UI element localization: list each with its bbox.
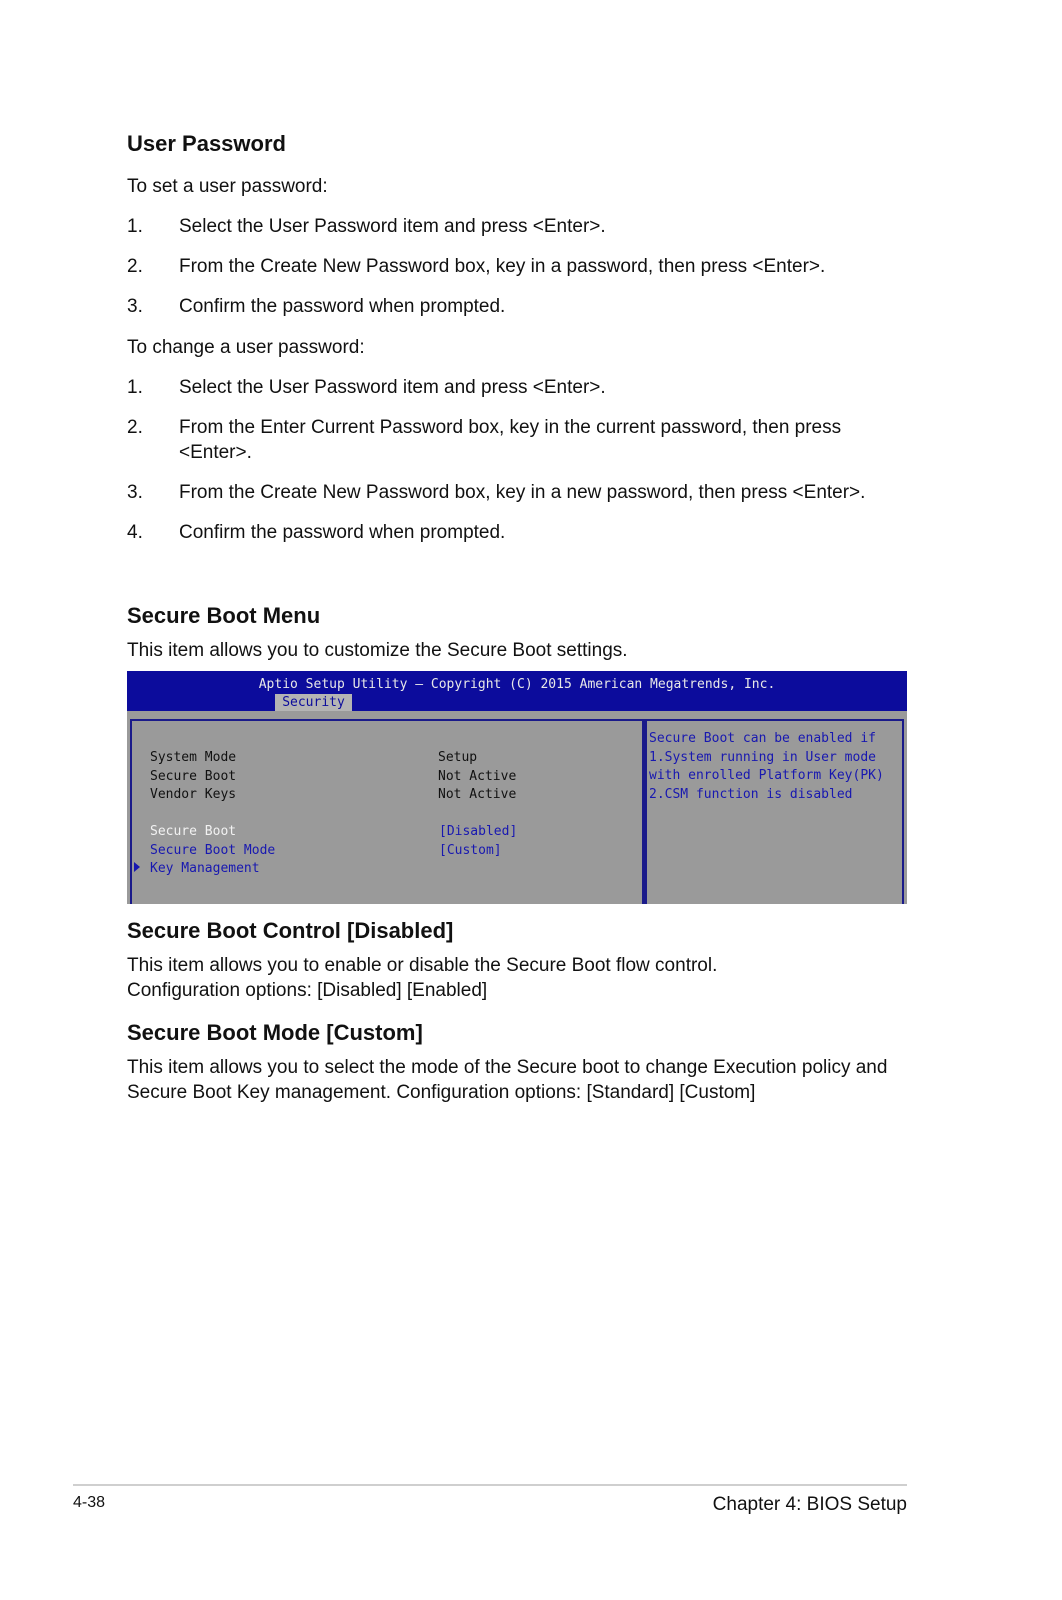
list-text-continued: <Enter>. xyxy=(179,442,252,463)
bios-help-line: with enrolled Platform Key(PK) xyxy=(649,768,884,783)
bios-help-line: 2.CSM function is disabled xyxy=(649,787,853,802)
secure-boot-control-description: This item allows you to enable or disable the Secure Boot flow control. xyxy=(127,955,718,976)
list-item xyxy=(127,375,927,400)
bios-value-secure-boot-status: Not Active xyxy=(438,769,517,784)
section-heading-user-password: User Password xyxy=(127,131,286,156)
bios-label-system-mode: System Mode xyxy=(150,750,237,765)
list-item xyxy=(127,294,927,319)
change-password-intro: To change a user password: xyxy=(127,337,365,358)
bios-option-secure-boot-value[interactable]: [Disabled] xyxy=(439,824,518,839)
list-text: From the Enter Current Password box, key in the current password, then press xyxy=(179,417,842,438)
list-item xyxy=(127,214,927,239)
secure-boot-menu-description: This item allows you to customize the Secure Boot settings. xyxy=(127,640,628,661)
secure-boot-control-options: Configuration options: [Disabled] [Enabled] xyxy=(127,980,488,1001)
tab-security[interactable]: Security xyxy=(275,694,352,711)
bios-help-line: Secure Boot can be enabled if xyxy=(649,731,876,746)
list-item xyxy=(127,480,927,505)
secure-boot-mode-description: This item allows you to select the mode of the Secure boot to change Execution policy and xyxy=(127,1057,888,1078)
bios-label-vendor-keys: Vendor Keys xyxy=(150,787,237,802)
bios-title: Aptio Setup Utility – Copyright (C) 2015 American Megatrends, Inc. xyxy=(258,677,776,692)
bios-header xyxy=(127,671,907,711)
section-heading-secure-boot-mode: Secure Boot Mode [Custom] xyxy=(127,1020,423,1045)
bios-option-key-management[interactable]: Key Management xyxy=(150,861,260,876)
list-text: From the Create New Password box, key in a new password, then press <Enter>. xyxy=(179,482,866,503)
list-number: 3. xyxy=(127,482,143,503)
list-item xyxy=(127,254,927,279)
section-heading-secure-boot-control: Secure Boot Control [Disabled] xyxy=(127,918,454,943)
list-number: 4. xyxy=(127,522,143,543)
bios-screenshot xyxy=(127,671,907,904)
bios-help-top-border xyxy=(647,719,902,721)
bios-value-system-mode: Setup xyxy=(438,750,478,765)
list-item xyxy=(127,415,927,465)
list-text: Select the User Password item and press <Enter>. xyxy=(179,377,606,398)
list-text: Confirm the password when prompted. xyxy=(179,296,506,317)
footer-divider xyxy=(73,1484,907,1486)
set-password-intro: To set a user password: xyxy=(127,176,328,197)
submenu-arrow-icon xyxy=(134,862,140,872)
bios-option-secure-boot[interactable]: Secure Boot xyxy=(150,824,237,839)
page-number: 4-38 xyxy=(73,1494,106,1511)
bios-panel-divider xyxy=(644,719,647,904)
bios-help-line: 1.System running in User mode xyxy=(649,750,876,765)
list-text: Confirm the password when prompted. xyxy=(179,522,506,543)
list-number: 1. xyxy=(127,216,143,237)
list-number: 2. xyxy=(127,417,143,438)
bios-help-right-border xyxy=(902,719,904,904)
list-item xyxy=(127,520,927,545)
chapter-title: Chapter 4: BIOS Setup xyxy=(712,1494,907,1515)
section-heading-secure-boot-menu: Secure Boot Menu xyxy=(127,603,321,628)
secure-boot-mode-options: Secure Boot Key management. Configuration options: [Standard] [Custom] xyxy=(127,1082,756,1103)
list-number: 1. xyxy=(127,377,143,398)
bios-value-vendor-keys: Not Active xyxy=(438,787,517,802)
list-text: Select the User Password item and press <Enter>. xyxy=(179,216,606,237)
bios-label-secure-boot-status: Secure Boot xyxy=(150,769,237,784)
bios-option-secure-boot-mode-value[interactable]: [Custom] xyxy=(439,843,502,858)
list-text: From the Create New Password box, key in a password, then press <Enter>. xyxy=(179,256,826,277)
bios-option-secure-boot-mode[interactable]: Secure Boot Mode xyxy=(150,843,276,858)
list-number: 3. xyxy=(127,296,143,317)
list-number: 2. xyxy=(127,256,143,277)
